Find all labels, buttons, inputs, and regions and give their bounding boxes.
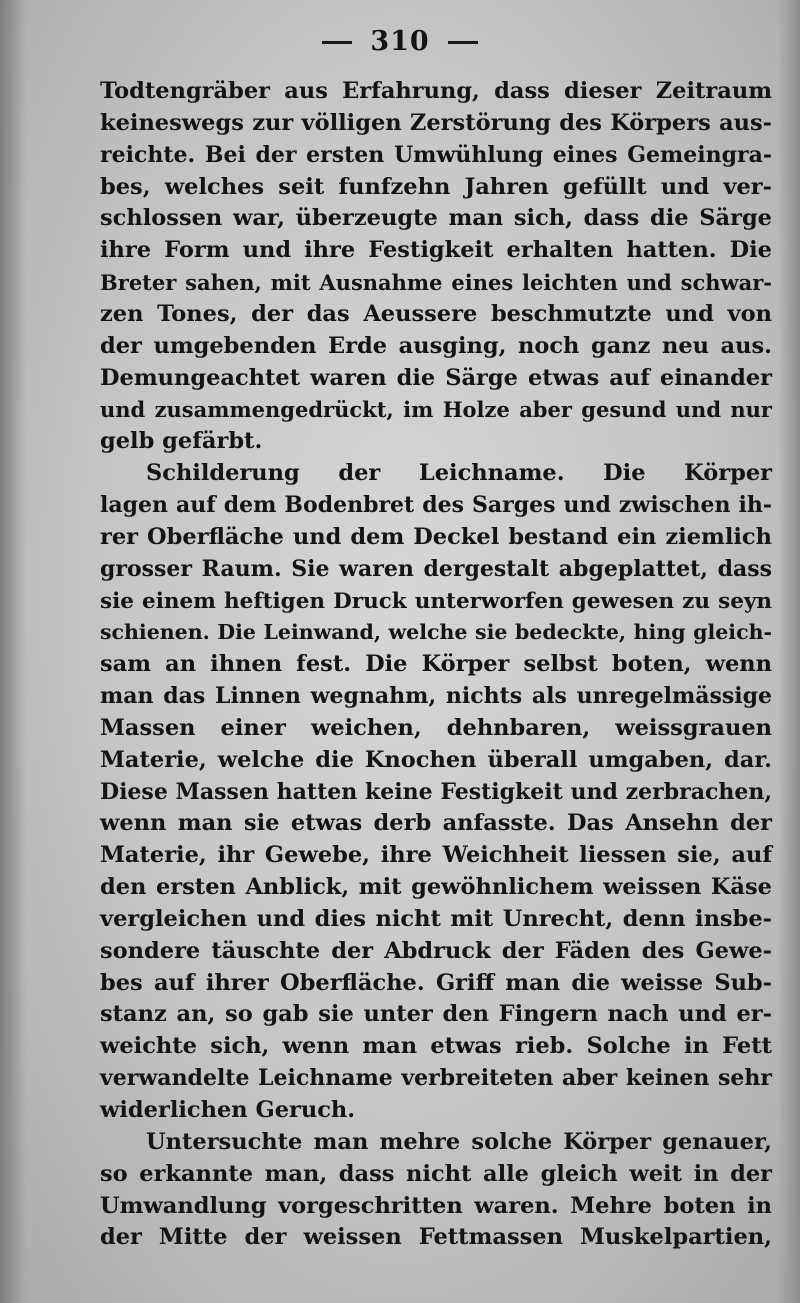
text-line: gelb gefärbt. [100,428,263,455]
text-line: ihre Form und ihre Festigkeit erhalten hatten. Die [100,237,772,264]
text-line: Materie, welche die Knochen überall umgaben, dar. [100,746,772,773]
text-line: zen Tones, der das Aeussere beschmutzte und von [100,300,772,327]
text-line: grosser Raum. Sie waren dergestalt abgeplattet, dass [100,555,772,582]
header-dash-right [448,41,478,44]
text-line: Diese Massen hatten keine Festigkeit und zerbrachen, [100,778,772,805]
text-line: der Mitte der weissen Fettmassen Muskelpartien, [100,1224,772,1251]
text-line: schlossen war, überzeugte man sich, dass die Särge [100,205,772,232]
text-line: Materie, ihr Gewebe, ihre Weichheit liessen sie, auf [100,842,772,869]
text-line: wenn man sie etwas derb anfasste. Das Ansehn der [100,810,772,837]
text-line: Demungeachtet waren die Särge etwas auf einander [100,364,772,391]
text-line: lagen auf dem Bodenbret des Sarges und zwischen ih- [100,491,772,518]
text-line: so erkannte man, dass nicht alle gleich weit in der [100,1160,772,1187]
text-line: der umgebenden Erde ausging, noch ganz neu aus. [100,332,772,359]
text-line: und zusammengedrückt, im Holze aber gesund und nur [100,397,772,423]
text-line: weichte sich, wenn man etwas rieb. Solche in Fett [100,1033,772,1060]
text-line: stanz an, so gab sie unter den Fingern nach und er- [100,1001,772,1028]
text-line: man das Linnen wegnahm, nichts als unregelmässige [100,683,772,710]
page-header [0,26,800,57]
text-line: verwandelte Leichname verbreiteten aber keinen sehr [100,1065,772,1092]
text-line: Todtengräber aus Erfahrung, dass dieser Zeitraum [100,78,772,104]
text-line: den ersten Anblick, mit gewöhnlichem weissen Käse [100,874,772,901]
text-line: widerlichen Geruch. [100,1097,356,1123]
text-line: sondere täuschte der Abdruck der Fäden des Gewe- [100,937,772,964]
text-line: bes auf ihrer Oberfläche. Griff man die weisse Sub- [100,969,772,996]
text-line: rer Oberfläche und dem Deckel bestand ein ziemlich [100,523,772,550]
text-line: schienen. Die Leinwand, welche sie bedeckte, hing gleich- [100,620,772,645]
text-line: Untersuchte man mehre solche Körper genauer, [146,1128,772,1155]
text-line: Massen einer weichen, dehnbaren, weissgrauen [100,714,772,741]
text-line: reichte. Bei der ersten Umwühlung eines Gemeingra- [100,141,772,168]
text-line: vergleichen und dies nicht mit Unrecht, denn insbe- [100,905,772,932]
text-line: sie einem heftigen Druck unterworfen gewesen zu seyn [100,588,772,614]
header-dash-left [322,41,352,44]
text-line: Umwandlung vorgeschritten waren. Mehre boten in [100,1192,772,1219]
text-line: keineswegs zur völligen Zerstörung des Körpers aus- [100,109,772,136]
body-text [100,76,772,1254]
text-line: Breter sahen, mit Ausnahme eines leichten und schwar- [100,270,772,296]
section-heading-line: Schilderung der Leichname. Die Körper [146,460,772,487]
text-line: bes, welches seit funfzehn Jahren gefüllt und ver- [100,173,772,200]
text-line: sam an ihnen fest. Die Körper selbst boten, wenn [100,651,772,678]
page-number: 310 [370,26,430,57]
